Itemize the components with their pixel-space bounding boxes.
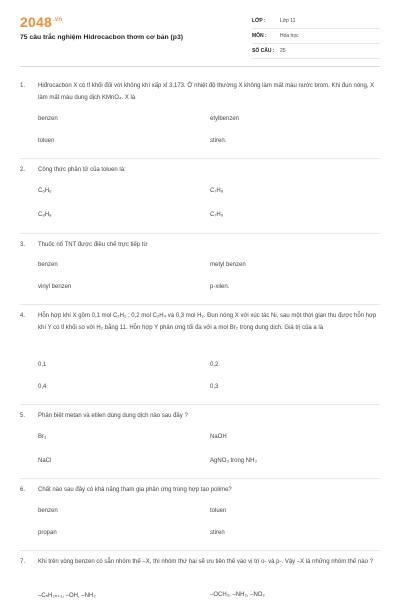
- option-a[interactable]: benzen: [38, 116, 58, 122]
- option-b[interactable]: NaOH: [210, 434, 227, 440]
- question-divider: [20, 404, 380, 405]
- question-4: [20, 310, 380, 334]
- option-d[interactable]: 0,3: [210, 384, 219, 390]
- meta-table: [252, 14, 380, 59]
- question-text: Chất nào sau đây có khả năng tham gia phản ứng trùng hợp tạo polime?: [38, 487, 232, 493]
- question-2-options: [38, 188, 380, 200]
- question-6-options: [38, 508, 380, 520]
- question-2-options-2: [38, 212, 380, 224]
- meta-label: MÔN :: [252, 33, 267, 39]
- meta-value: Lớp 11: [280, 18, 296, 24]
- question-divider: [20, 478, 380, 479]
- option-d[interactable]: stiren: [210, 530, 225, 536]
- option-c[interactable]: 0,4: [38, 384, 47, 390]
- question-6-options-2: [38, 530, 380, 542]
- question-number: 4.: [20, 313, 26, 319]
- option-a[interactable]: Br₂: [38, 434, 47, 440]
- option-a[interactable]: benzen: [38, 262, 58, 268]
- meta-label: LỚP :: [252, 18, 266, 24]
- question-7-options: [38, 592, 380, 604]
- option-a[interactable]: C₆H₆: [38, 188, 52, 194]
- question-5-options: [38, 434, 380, 446]
- question-number: 6.: [20, 487, 26, 493]
- option-d[interactable]: stiren.: [210, 138, 227, 144]
- option-b[interactable]: etylbenzen: [210, 116, 240, 122]
- question-number: 5.: [20, 413, 26, 419]
- question-1-options: [38, 116, 380, 128]
- question-3-options: [38, 262, 380, 274]
- option-b[interactable]: metyl benzen: [210, 262, 246, 268]
- question-3-options-2: [38, 284, 380, 296]
- logo-text: 2048: [20, 14, 52, 30]
- question-text: Khi trên vòng benzen có sẵn nhóm thế –X, thì nhóm thứ hai sẽ ưu tiên thế vào vị trí o- và p-. Vậy –X là những nhóm thế nào ?: [38, 559, 373, 565]
- question-number: 2.: [20, 167, 26, 173]
- option-c[interactable]: C₈H₈: [38, 212, 52, 218]
- site-logo[interactable]: [20, 14, 62, 30]
- question-text: Hiđrocacbon X có tỉ khối đối với không khí xấp xỉ 3,173. Ở nhiệt độ thường X không làm mất màu nước brom. Khi đun nóng, X làm mất màu dung dịch KMnO₄. X là: [38, 83, 375, 101]
- question-divider: [20, 550, 380, 551]
- question-4-options: [38, 362, 380, 374]
- option-b[interactable]: –OCH₃, –NH₂, –NO₂: [210, 592, 265, 598]
- question-divider: [20, 158, 380, 159]
- option-c[interactable]: toluen: [38, 138, 55, 144]
- option-c[interactable]: propan: [38, 530, 57, 536]
- question-1: [20, 80, 380, 104]
- question-divider: [20, 233, 380, 234]
- option-d[interactable]: AgNO₃ trong NH₃: [210, 458, 257, 464]
- meta-row-class: [252, 14, 380, 29]
- option-c[interactable]: NaCl: [38, 458, 52, 464]
- header-divider: [20, 66, 380, 67]
- option-a[interactable]: benzen: [38, 508, 58, 514]
- logo-suffix: .vn: [52, 17, 63, 24]
- page-title: 75 câu trắc nghiệm Hidrocacbon thơm cơ bản (p3): [20, 34, 184, 41]
- question-6: [20, 484, 380, 496]
- question-5-options-2: [38, 458, 380, 470]
- meta-row-count: [252, 44, 380, 59]
- option-d[interactable]: C₇H₉: [210, 212, 224, 218]
- question-text: Hỗn hợp khí X gồm 0,1 mol C₂H₂ ; 0,2 mol C₂H₄ và 0,3 mol H₂. Đun nóng X với xúc tác Ni, sau một thời gian thu được hỗn hợp khí Y có tỉ khối so với H₂ bằng 11. Hỗn hợp Y phản ứng tối đa với a mol Br₂ trong dung dịch. Giá trị của a là: [38, 313, 377, 331]
- question-divider: [20, 304, 380, 305]
- meta-value: Hóa học: [280, 33, 299, 39]
- meta-row-subject: [252, 29, 380, 44]
- question-text: Phân biệt metan và etilen dùng dung dịch nào sau đây ?: [38, 413, 188, 419]
- question-1-options-2: [38, 138, 380, 150]
- question-2: [20, 164, 380, 176]
- option-b[interactable]: 0,2: [210, 362, 219, 368]
- question-number: 3.: [20, 242, 26, 248]
- question-number: 7.: [20, 559, 26, 565]
- question-3: [20, 239, 380, 251]
- option-a[interactable]: 0,1: [38, 362, 47, 368]
- question-text: Công thức phân tử của toluen là:: [38, 167, 126, 173]
- meta-label: SỐ CÂU :: [252, 48, 275, 54]
- option-d[interactable]: p-xilen.: [210, 284, 230, 290]
- question-5: [20, 410, 380, 422]
- option-b[interactable]: C₇H₈: [210, 188, 224, 194]
- question-7: [20, 556, 380, 568]
- option-a[interactable]: –CₙH₂ₙ₊₁, –OH, –NH₂: [38, 593, 96, 599]
- header: [0, 0, 400, 62]
- question-4-options-2: [38, 384, 380, 396]
- question-number: 1.: [20, 83, 26, 89]
- question-text: Thuốc nổ TNT được điều chế trực tiếp từ: [38, 242, 148, 248]
- option-b[interactable]: toluen: [210, 508, 227, 514]
- meta-value: 25: [280, 48, 286, 54]
- option-c[interactable]: vinyl benzen: [38, 284, 72, 290]
